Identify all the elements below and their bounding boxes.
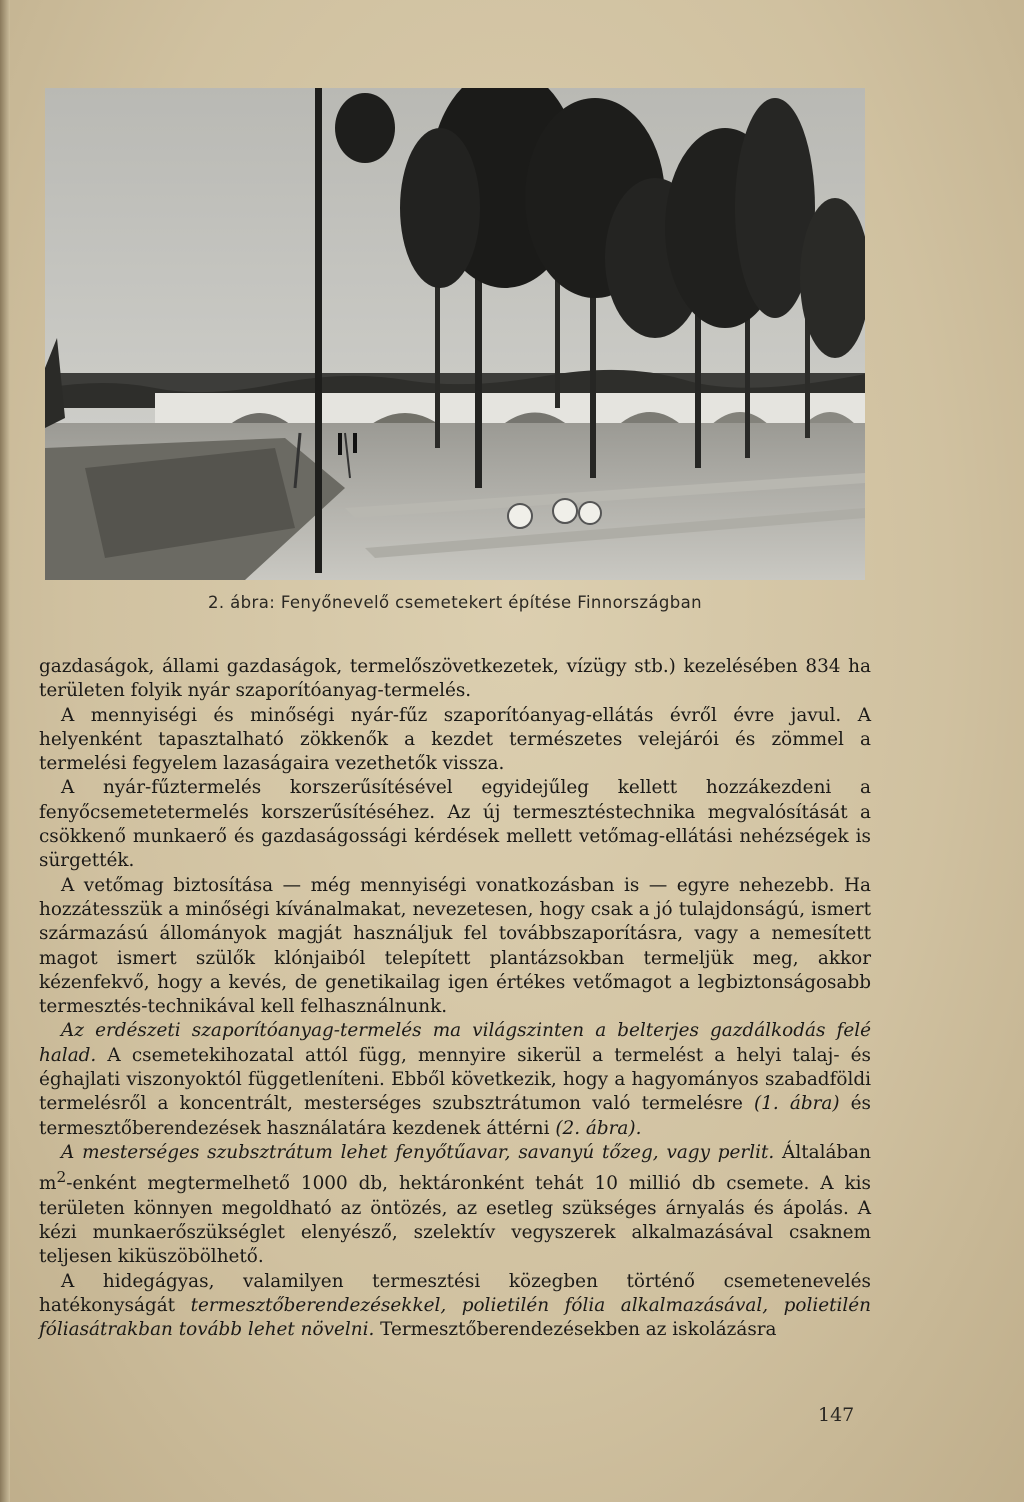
text-run: A csemetekihozatal attól függ, mennyire sikerül a termelést a helyi talaj- és éghajlati viszonyoktól függetleníteni. Ebből következik, hogy a hagyományos szabadföldi termelésről a koncentrált, mesterséges szubsztrátumon való termelésre xyxy=(39,1044,871,1115)
italic-text: A mesterséges szubsztrátum lehet fenyőtűavar, savanyú tőzeg, vagy perlit. xyxy=(61,1141,775,1163)
figure-caption: 2. ábra: Fenyőnevelő csemetekert építése Finnországban xyxy=(207,593,703,612)
paragraph xyxy=(39,776,871,873)
paragraph xyxy=(39,655,871,704)
page-binding-shadow xyxy=(0,0,10,1502)
photo-illustration xyxy=(45,88,865,580)
body-text xyxy=(39,655,871,1342)
text-run: A vetőmag biztosítása — még mennyiségi vonatkozásban is — egyre nehezebb. Ha hozzátesszük a minőségi kívánalmakat, nevezetesen, hogy csak a jó tulajdonságú, ismert származású állományok magját használjuk fel továbbszaporításra, vagy a nemesített magot ismert szülők klónjaiból telepített plantázsokban termeljük meg, akkor kézenfekvő, hogy a kevés, de genetikailag igen értékes vetőmagot a legbiztonságosabb termesztés-technikával kell felhasználnunk. xyxy=(39,874,871,1018)
italic-text: (1. ábra) xyxy=(754,1093,840,1115)
italic-text: Az erdészeti szaporítóanyag-termelés ma világszinten a belterjes gazdálkodás felé halad. xyxy=(39,1020,871,1066)
text-run: -enként megtermelhető 1000 db, hektáronként tehát 10 millió db csemete. A kis területen könnyen megoldható az öntözés, az esetleg szükséges árnyalás és ápolás. A kézi munkaerőszükséglet elenyésző, szelektív vegyszerek alkalmazásával csaknem teljesen kiküszöbölhető. xyxy=(39,1173,871,1268)
text-run: és termesztőberendezések használatára kezdenek áttérni xyxy=(39,1093,871,1139)
superscript: 2 xyxy=(56,1168,67,1187)
text-run: Általában m xyxy=(39,1141,871,1195)
paragraph xyxy=(39,1141,871,1270)
figure-photo-nursery-construction xyxy=(45,88,865,580)
text-run: A mennyiségi és minőségi nyár-fűz szaporítóanyag-ellátás évről évre javul. A helyenként tapasztalható zökkenők a kezdet természetes velejárói és zömmel a termelési fegyelem lazaságaira vezethetők vissza. xyxy=(39,704,871,775)
paragraph xyxy=(39,704,871,777)
paragraph xyxy=(39,1270,871,1343)
text-run: A hidegágyas, valamilyen termesztési közegben történő csemetenevelés hatékonyságát xyxy=(39,1270,871,1316)
paragraph xyxy=(39,874,871,1020)
text-run: Termesztőberendezésekben az iskolázásra xyxy=(374,1319,777,1341)
italic-text: (2. ábra). xyxy=(555,1117,642,1139)
page-number: 147 xyxy=(818,1404,855,1426)
italic-text: termesztőberendezésekkel, polietilén fólia alkalmazásával, polietilén fóliasátrakban tovább lehet növelni. xyxy=(39,1294,871,1341)
text-run: A nyár-fűztermelés korszerűsítésével egyidejűleg kellett hozzákezdeni a fenyőcsemetetermelés korszerűsítéséhez. Az új termesztéstechnika megvalósítását a csökkenő munkaerő és gazdaságossági kérdések mellett vetőmag-ellátási nehézségek is sürgették. xyxy=(39,777,871,872)
text-run: gazdaságok, állami gazdaságok, termelőszövetkezetek, vízügy stb.) kezelésében 834 ha területen folyik nyár szaporítóanyag-termelés. xyxy=(39,656,871,702)
paragraph xyxy=(39,1019,871,1140)
